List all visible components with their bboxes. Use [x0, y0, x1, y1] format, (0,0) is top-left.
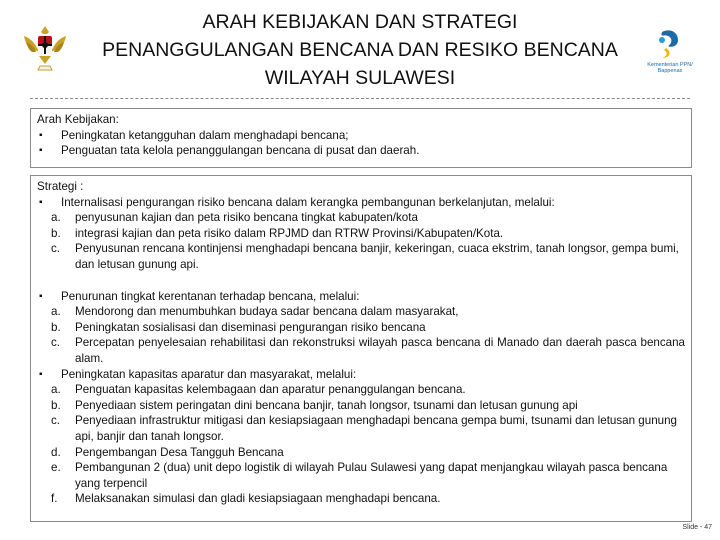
item-letter: c. — [51, 414, 61, 428]
policy-heading: Arah Kebijakan: — [37, 113, 119, 126]
strategy-item — [37, 398, 685, 414]
strategy-group-title: ▪ Penurunan tingkat kerentanan terhadap bencana, melalui: — [37, 289, 685, 305]
item-letter: c. — [51, 336, 61, 350]
strategy-box — [30, 175, 692, 522]
bappenas-logo — [640, 26, 700, 78]
item-letter: b. — [51, 398, 61, 412]
item-text: integrasi kajian dan peta risiko dalam RPJMD dan RTRW Provinsi/Kabupaten/Kota. — [75, 226, 504, 240]
item-letter: a. — [51, 383, 61, 397]
logo-caption — [640, 62, 700, 74]
item-letter: a. — [51, 305, 61, 319]
strategy-heading: Strategi : — [37, 180, 84, 193]
strategy-item — [37, 491, 685, 507]
item-letter: b. — [51, 226, 61, 240]
item-text: Mendorong dan menumbuhkan budaya sadar bencana dalam masyarakat, — [75, 305, 459, 319]
strategy-item — [37, 226, 685, 242]
policy-box — [30, 108, 692, 168]
title-line-2: PENANGGULANGAN BENCANA DAN RESIKO BENCANA — [102, 39, 618, 61]
title-line-3: WILAYAH SULAWESI — [264, 67, 456, 89]
item-text: Penyediaan infrastruktur mitigasi dan kesiapsiagaan menghadapi bencana gempa bumi, tsunami dan letusan gunung api, banjir dan tanah longsor. — [75, 414, 677, 443]
item-text: Penguatan kapasitas kelembagaan dan aparatur penanggulangan bencana. — [75, 383, 466, 397]
logo-caption-line-2: Bappenas — [657, 68, 683, 74]
logo-caption-line-1: Kementerian PPN/ — [647, 62, 693, 68]
strategy-item — [37, 241, 685, 272]
item-text: Pembangunan 2 (dua) unit depo logistik di wilayah Pulau Sulawesi yang dapat menjangkau wilayah pasca bencana yang terpencil — [75, 461, 668, 490]
item-text: Penyusunan rencana kontinjensi menghadapi bencana banjir, kekeringan, cuaca ekstrim, tanah longsor, gempa bumi, dan letusan gunung api. — [75, 242, 679, 271]
slide-number: Slide - 47 — [682, 524, 712, 531]
strategy-group-title: ▪ Peningkatan kapasitas aparatur dan masyarakat, melalui: — [37, 367, 685, 383]
item-text: penyusunan kajian dan peta risiko bencana tingkat kabupaten/kota — [75, 211, 418, 225]
title-line-1: ARAH KEBIJAKAN DAN STRATEGI — [202, 11, 518, 33]
policy-item: ▪ Penguatan tata kelola penanggulangan bencana di pusat dan daerah. — [37, 143, 685, 159]
item-text: Melaksanakan simulasi dan gladi kesiapsiagaan menghadapi bencana. — [75, 492, 441, 506]
strategy-item — [37, 460, 685, 491]
garuda-emblem-icon — [20, 22, 70, 76]
item-letter: f. — [51, 492, 58, 506]
header-divider — [30, 98, 690, 99]
strategy-item — [37, 335, 685, 366]
item-text: Pengembangan Desa Tangguh Bencana — [75, 445, 284, 459]
item-letter: a. — [51, 211, 61, 225]
strategy-item — [37, 320, 685, 336]
policy-item: ▪ Peningkatan ketangguhan dalam menghadapi bencana; — [37, 128, 685, 144]
strategy-item — [37, 445, 685, 461]
page-title — [90, 8, 630, 92]
bappenas-logo-icon — [640, 26, 700, 62]
strategy-item — [37, 304, 685, 320]
strategy-item — [37, 382, 685, 398]
item-letter: d. — [51, 445, 61, 459]
item-letter: c. — [51, 242, 61, 256]
slide-header — [0, 0, 720, 96]
item-text: Percepatan penyelesaian rehabilitasi dan rekonstruksi wilayah pasca bencana di Manado dan daerah pasca bencana alam. — [75, 336, 685, 365]
item-text: Peningkatan sosialisasi dan diseminasi pengurangan risiko bencana — [75, 320, 426, 334]
strategy-item — [37, 210, 685, 226]
item-letter: e. — [51, 461, 61, 475]
spacer — [37, 273, 685, 289]
strategy-item — [37, 413, 685, 444]
item-letter: b. — [51, 320, 61, 334]
strategy-group-title: ▪ Internalisasi pengurangan risiko bencana dalam kerangka pembangunan berkelanjutan, melalui: — [37, 195, 685, 211]
item-text: Penyediaan sistem peringatan dini bencana banjir, tanah longsor, tsunami dan letusan gunung api — [75, 398, 578, 412]
